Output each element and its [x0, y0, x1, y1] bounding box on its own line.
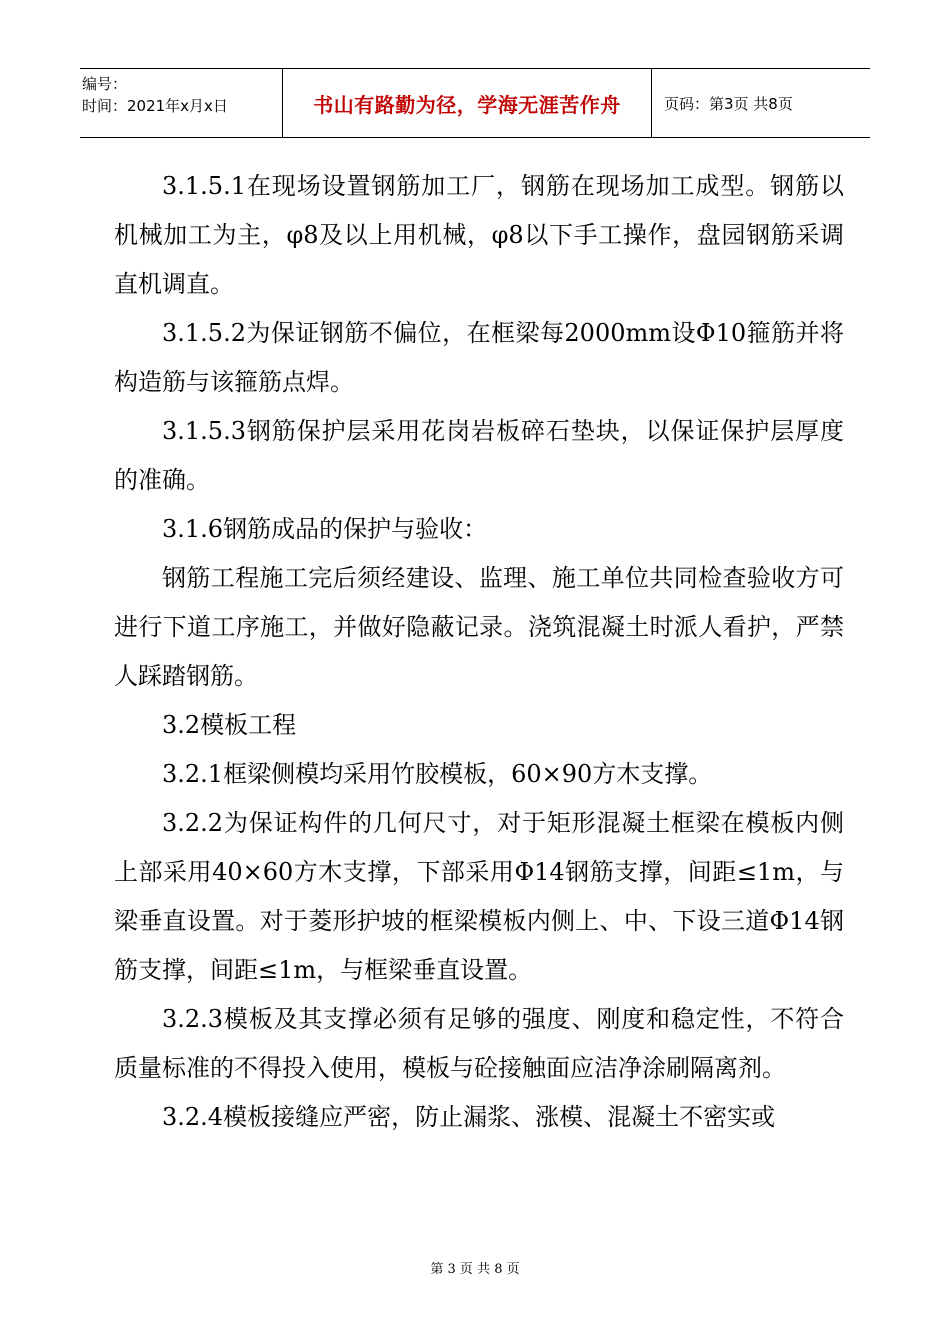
- paragraph-3-1-5-2: 3.1.5.2为保证钢筋不偏位，在框梁每2000mm设Φ10箍筋并将构造筋与该箍筋点焊。: [114, 319, 844, 396]
- header-meta: [80, 69, 282, 137]
- header-page-label: 页码：第3页 共8页: [664, 94, 793, 113]
- page-footer: 第 3 页 共 8 页: [430, 1262, 520, 1277]
- paragraph-3-1-5-1: 3.1.5.1在现场设置钢筋加工厂，钢筋在现场加工成型。钢筋以机械加工为主，φ8及以上用机械，φ8以下手工操作，盘园钢筋采调直机调直。: [114, 172, 844, 298]
- paragraph-acceptance: 钢筋工程施工完后须经建设、监理、施工单位共同检查验收方可进行下道工序施工，并做好隐蔽记录。浇筑混凝土时派人看护，严禁人踩踏钢筋。: [114, 564, 844, 690]
- document-time-label: 时间：2021年x月x日: [82, 97, 228, 115]
- document-number-label: 编号：: [82, 75, 128, 93]
- paragraph-3-1-5-3: 3.1.5.3钢筋保护层采用花岗岩板碎石垫块，以保证保护层厚度的准确。: [114, 417, 844, 494]
- paragraph-3-2-2: 3.2.2为保证构件的几何尺寸，对于矩形混凝土框梁在模板内侧上部采用40×60方木支撑，下部采用Φ14钢筋支撑，间距≤1m，与梁垂直设置。对于菱形护坡的框梁模板内侧上、中、下设三道Φ14钢筋支撑，间距≤1m，与框梁垂直设置。: [114, 809, 844, 984]
- heading-3-1-6: 3.1.6钢筋成品的保护与验收：: [162, 515, 488, 543]
- document-body: [114, 162, 844, 1142]
- paragraph-3-2-4: 3.2.4模板接缝应严密，防止漏浆、涨模、混凝土不密实或: [162, 1103, 776, 1131]
- heading-3-2: 3.2模板工程: [162, 711, 297, 739]
- paragraph-3-2-1: 3.2.1框梁侧模均采用竹胶模板，60×90方木支撑。: [162, 760, 713, 788]
- document-header: [80, 68, 870, 138]
- header-motto: 书山有路勤为径，学海无涯苦作舟: [282, 69, 652, 137]
- paragraph-3-2-3: 3.2.3模板及其支撑必须有足够的强度、刚度和稳定性，不符合质量标准的不得投入使用，模板与砼接触面应洁净涂刷隔离剂。: [114, 1005, 844, 1082]
